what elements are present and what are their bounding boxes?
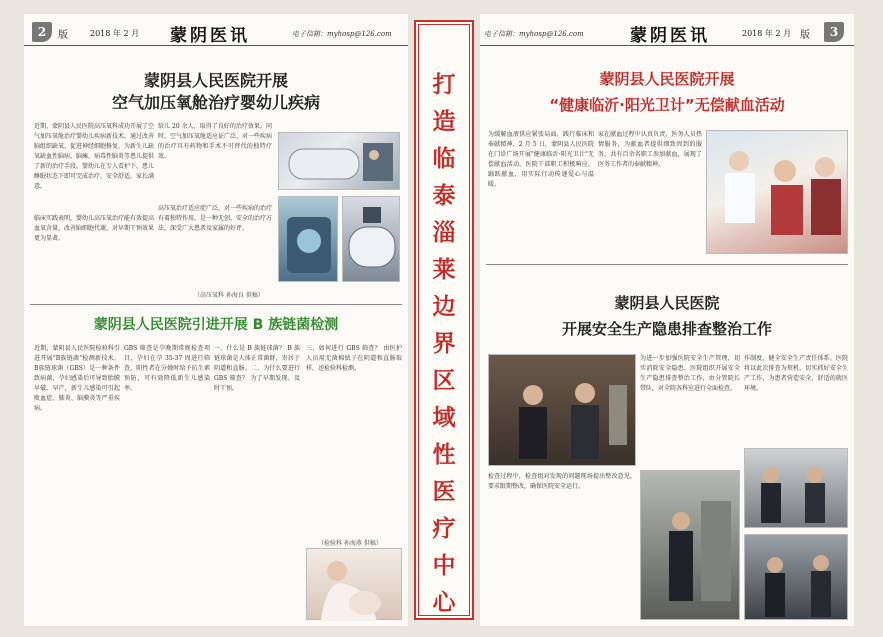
right-article1-title-1: 蒙阴县人民医院开展 [599, 70, 735, 88]
hyperbaric-chamber-photo-1 [278, 132, 400, 190]
left-page [24, 14, 408, 626]
photo-illustration-icon [707, 131, 849, 255]
slogan-char: 中 [432, 552, 456, 579]
pregnant-woman-photo [306, 548, 402, 620]
right-article1-col2: 家在献血过程中认真负责，医务人员热情服务，为献血者提供细致周到的服务，共有百余名职工参加献血，展现了医务工作者的奉献精神。 [598, 131, 702, 168]
left-date: 2018 年 2 月 [90, 29, 140, 38]
slogan-char: 域 [432, 404, 456, 431]
slogan-char: 打 [432, 71, 456, 98]
slogan-char: 性 [432, 441, 456, 468]
left-page-number: 2 [32, 22, 52, 42]
left-divider [30, 304, 402, 305]
photo-illustration-icon [641, 471, 741, 621]
slogan-char: 疗 [432, 515, 456, 542]
slogan-char: 医 [432, 478, 456, 505]
left-article1-col2: 临床实践表明，婴幼儿高压氧治疗能有效提高血氧含量，改善脑细胞代谢，对早期干预效果更为显著。 [34, 215, 154, 242]
slogan-char: 界 [432, 330, 456, 357]
right-brand: 蒙阴医讯 [630, 26, 710, 46]
left-edition-label: 版 [58, 30, 68, 41]
slogan-char: 淄 [432, 219, 456, 246]
slogan-char: 泰 [432, 182, 456, 209]
photo-illustration-icon [745, 535, 849, 621]
left-article1-col1: 近期，蒙阴县人民医院高压氧科成功开展了空气加压氧舱治疗婴幼儿疾病新技术。通过改善脑组织缺氧、促进神经细胞修复，为新生儿缺氧缺血性脑病、脑瘫、病毒性脑炎等患儿提供了新的治疗手段。婴幼儿在专人看护下，患儿睡眠状态下即可完成治疗，安全舒适，家长满意。 [34, 123, 154, 190]
slogan-char: 临 [432, 145, 456, 172]
right-page [480, 14, 854, 626]
left-article2-col1: 近期，蒙阴县人民医院检验科引进开展"B族链菌"检测新技术。B族链球菌（GBS）是一种条件致病菌，孕妇感染后可导致胎膜早破、早产，新生儿感染可引起败血症、肺炎、脑膜炎等严重疾病。 [34, 345, 120, 412]
hyperbaric-chamber-photo-2 [278, 196, 338, 282]
safety-inspection-photo-4 [744, 534, 848, 620]
slogan-char: 造 [432, 108, 456, 135]
left-article2-sign: （检验科 孙海燕 供稿） [318, 540, 382, 547]
left-page-header [24, 20, 408, 46]
left-article1-title-1: 蒙阴县人民医院开展 [143, 71, 288, 90]
slogan-char: 区 [432, 367, 456, 394]
safety-inspection-photo-3 [744, 448, 848, 528]
left-article2-col3: 一、什么是 B 族链球菌？ B 族链球菌是人体正常菌群，寄居于阴道和直肠。二、为什么要进行 GBS 筛查？ 为了早期发现、及时干预。 [214, 345, 300, 392]
left-article2-title: 蒙阴县人民医院引进开展 B 族链菌检测 [93, 317, 339, 333]
blood-donation-photo [706, 130, 848, 254]
left-article1-sign: （高压氧科 孙海良 供稿） [194, 292, 264, 299]
right-page-header [480, 20, 854, 46]
left-email: 电子信箱：myhosp@126.com [292, 30, 392, 38]
safety-inspection-photo-2 [640, 470, 740, 620]
left-brand: 蒙阴医讯 [170, 26, 250, 46]
slogan-char: 心 [432, 589, 456, 616]
photo-illustration-icon [745, 449, 849, 529]
right-article2-title-2: 开展安全生产隐患排查整治工作 [561, 320, 772, 338]
right-article2-title-1: 蒙阴县人民医院 [614, 294, 720, 312]
right-article1-col1: 为缓解血液供应紧张局面，践行临床和奉献精神，2 月 5 日，蒙阴县人民医院在门诊广场开展"健康临沂·阳光卫计"无偿献血活动。医院干部职工积极响应，踊跃献血，用实际行动传递爱心与温暖。 [488, 131, 594, 188]
left-article1-col3: 给儿 20 余人，取得了良好的治疗效果。同时，空气加压氧舱适应证广泛，对一些疾病的治疗具有药物和手术不可替代的独特疗效。 [158, 123, 272, 160]
photo-illustration-icon [279, 197, 339, 283]
right-article1-title-2: “健康临沂·阳光卫计”无偿献血活动 [549, 96, 785, 114]
photo-illustration-icon [343, 197, 401, 283]
slogan-char: 边 [432, 293, 456, 320]
right-page-number: 3 [824, 22, 844, 42]
left-article1-title-2: 空气加压氧舱治疗婴幼儿疾病 [111, 93, 320, 112]
photo-illustration-icon [307, 549, 403, 621]
right-edition-label: 版 [800, 30, 810, 41]
right-article2-col2: 检查过程中，检查组对发现的问题现场提出整改意见，要求限期整改，确保医院安全运行。 [488, 473, 636, 490]
photo-illustration-icon [489, 355, 637, 467]
right-article2-col1: 为进一步加强医院安全生产管理，切实消除安全隐患，医院组织开展安全生产隐患排查整治工作，由分管院长带队，对全院各科室进行全面检查。 [640, 355, 740, 392]
left-article1-col3b: 高压氧治疗适应症广泛，对一些疾病的治疗有着独特作用，是一种无创、安全的治疗方法，深受广大患者及家属的好评。 [158, 205, 272, 232]
left-article2-col4: 三、如何进行 GBS 筛查？ 由医护人员用无菌棉拭子在阴道和直肠取样，送检验科检测。 [306, 345, 402, 372]
center-slogan-banner [414, 20, 474, 620]
right-article2-col3: 作制度，健全安全生产责任体系。医院将以此次排查为契机，切实抓好安全生产工作，为患者营造安全、舒适的就医环境。 [744, 355, 848, 392]
left-article2-col2: GBS 筛查是孕晚期常规检查项目，孕妇在孕 35-37 周进行筛查，阳性者在分娩时给予抗生素预防，可有效降低新生儿感染率。 [124, 345, 210, 392]
slogan-char: 莱 [432, 256, 456, 283]
right-divider [486, 264, 848, 265]
photo-illustration-icon [279, 133, 401, 191]
safety-inspection-photo-1 [488, 354, 636, 466]
hyperbaric-chamber-photo-3 [342, 196, 400, 282]
right-email: 电子信箱：myhosp@126.com [484, 30, 584, 38]
right-date: 2018 年 2 月 [742, 29, 792, 38]
